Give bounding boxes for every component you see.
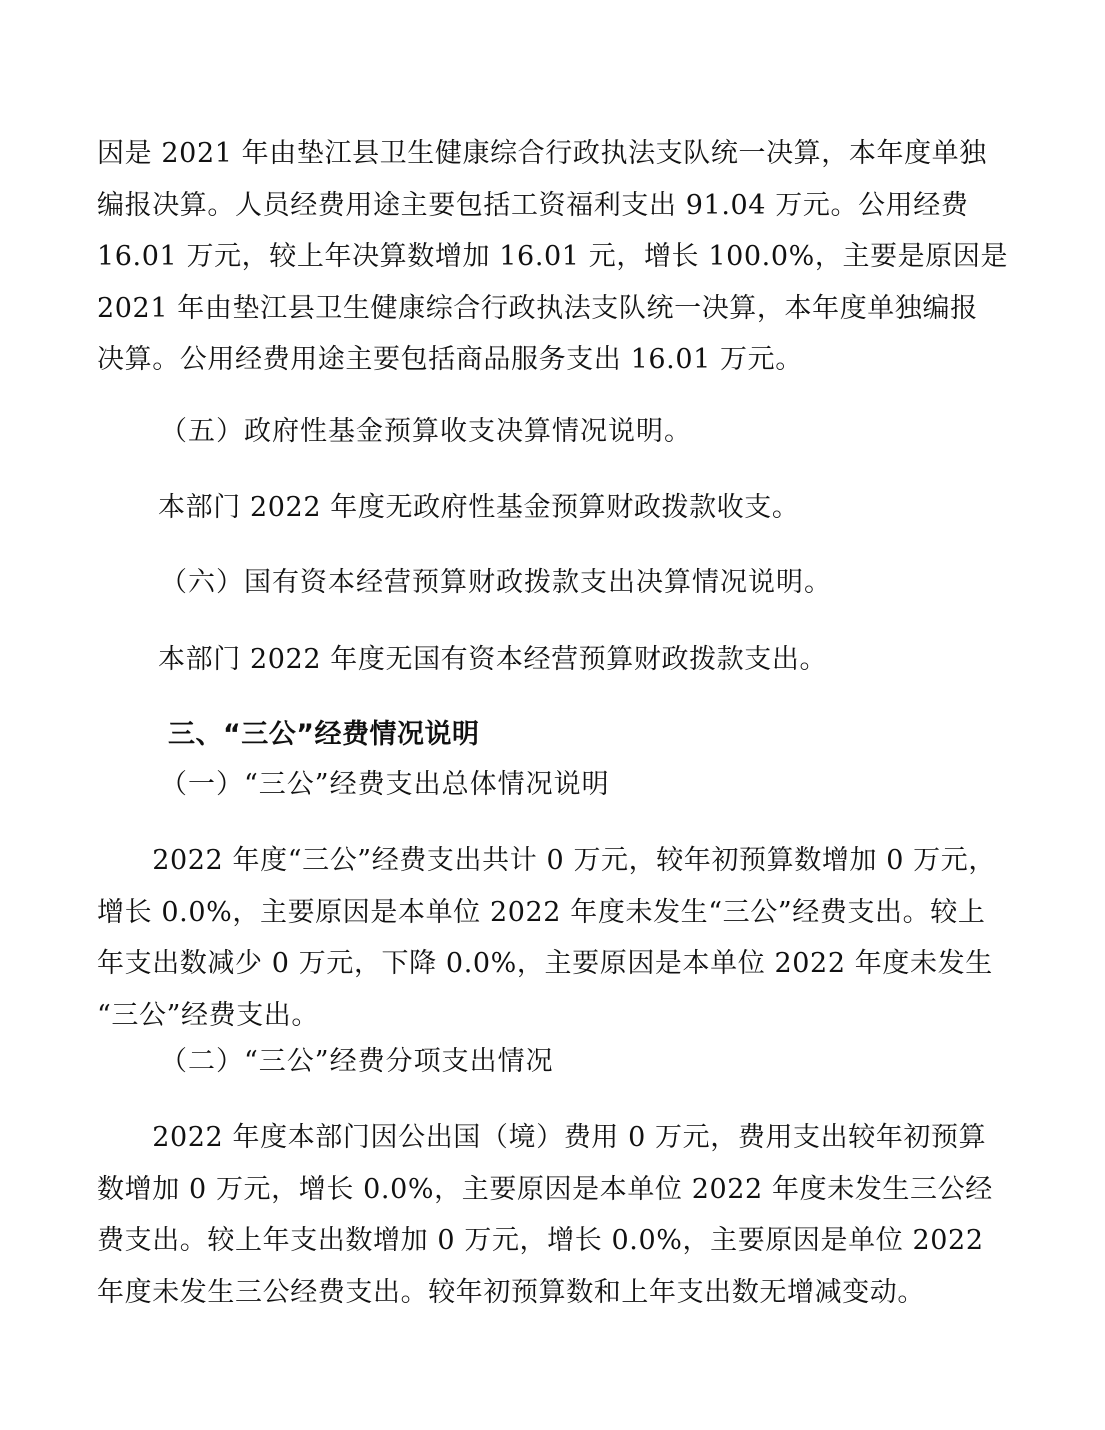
text-line: 年度未发生三公经费支出。较年初预算数和上年支出数无增减变动。 — [97, 1276, 925, 1308]
subheading-itemized-expenses: （二）“三公”经费分项支出情况 — [160, 1046, 554, 1077]
text-line: 费支出。较上年支出数增加 0 万元，增长 0.0%，主要原因是单位 2022 — [97, 1225, 984, 1256]
text-line: 增长 0.0%，主要原因是本单位 2022 年度未发生“三公”经费支出。较上 — [97, 896, 986, 928]
text-line: 2022 年度本部门因公出国（境）费用 0 万元，费用支出较年初预算 — [97, 1122, 987, 1153]
text-line: “三公”经费支出。 — [97, 999, 320, 1031]
heading-state-capital-budget: （六）国有资本经营预算财政拨款支出决算情况说明。 — [160, 567, 832, 598]
text-line: 2022 年度“三公”经费支出共计 0 万元，较年初预算数增加 0 万元， — [97, 845, 996, 876]
paragraph-overall-expenses — [97, 835, 1009, 1041]
heading-government-fund-budget: （五）政府性基金预算收支决算情况说明。 — [160, 416, 692, 447]
subheading-overall-expenses: （一）“三公”经费支出总体情况说明 — [160, 769, 610, 800]
paragraph-government-fund-budget: 本部门 2022 年度无政府性基金预算财政拨款收支。 — [158, 492, 800, 523]
paragraph-state-capital-budget: 本部门 2022 年度无国有资本经营预算财政拨款支出。 — [158, 644, 828, 675]
text-line: 数增加 0 万元，增长 0.0%，主要原因是本单位 2022 年度未发生三公经 — [97, 1173, 993, 1205]
text-line: 编报决算。人员经费用途主要包括工资福利支出 91.04 万元。公用经费 — [97, 189, 969, 221]
text-line: 2021 年由垫江县卫生健康综合行政执法支队统一决算，本年度单独编报 — [97, 292, 978, 324]
paragraph-itemized-expenses — [97, 1112, 1009, 1318]
paragraph-personnel-public-expenses — [97, 128, 1009, 386]
text-line: 16.01 万元，较上年决算数增加 16.01 元，增长 100.0%，主要是原因是 — [97, 241, 1009, 272]
section-title-three-public-expenses: 三、“三公”经费情况说明 — [168, 719, 480, 750]
text-line: 因是 2021 年由垫江县卫生健康综合行政执法支队统一决算，本年度单独 — [97, 138, 987, 169]
text-line: 决算。公用经费用途主要包括商品服务支出 16.01 万元。 — [97, 344, 803, 375]
text-line: 年支出数减少 0 万元，下降 0.0%，主要原因是本单位 2022 年度未发生 — [97, 948, 993, 979]
